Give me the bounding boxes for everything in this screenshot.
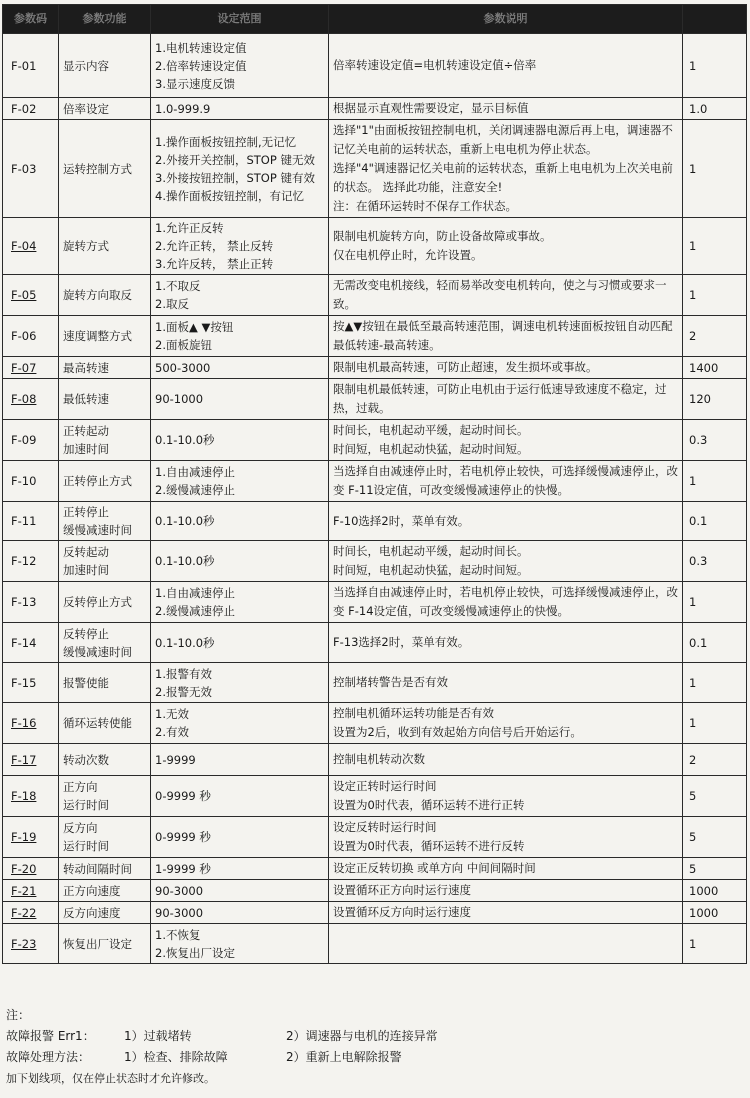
- param-code: [3, 461, 59, 502]
- param-default: 5: [683, 817, 747, 858]
- param-range: [151, 880, 329, 902]
- param-code: [3, 663, 59, 703]
- range-line: 2.取反: [155, 297, 189, 311]
- description-line: 控制电机转动次数: [333, 752, 425, 766]
- param-description: [329, 703, 683, 744]
- param-code: [3, 817, 59, 858]
- param-range: [151, 924, 329, 964]
- param-code-text: F-04: [11, 239, 37, 253]
- param-default: 5: [683, 858, 747, 880]
- param-function: [59, 880, 151, 902]
- description-line: 控制电机循环运转功能是否有效: [333, 706, 494, 720]
- param-default: 5: [683, 776, 747, 817]
- description-line: 时间长，电机起动平缓，起动时间长。: [333, 423, 529, 437]
- function-line: 旋转方式: [63, 239, 109, 253]
- alarm-item-2: 2）调速器与电机的连接异常: [286, 1029, 438, 1043]
- table-row: [3, 379, 747, 420]
- param-range: [151, 316, 329, 357]
- param-default: 1.0: [683, 98, 747, 120]
- param-range: [151, 502, 329, 541]
- param-function: [59, 218, 151, 275]
- param-code-text: F-21: [11, 883, 37, 898]
- range-line: 0-9999 秒: [155, 830, 211, 844]
- param-default: 1: [683, 461, 747, 502]
- param-code-text: F-14: [11, 635, 37, 650]
- description-line: 时间短，电机起动快猛，起动时间短。: [333, 563, 529, 577]
- description-line: 按▲▼按钮在最低至最高转速范围，调速电机转速面板按钮自动匹配最低转速-最高转速。: [333, 319, 673, 352]
- range-line: 1.电机转速设定值: [155, 40, 247, 55]
- param-range: [151, 461, 329, 502]
- handling-row: [6, 1047, 746, 1068]
- param-range: [151, 541, 329, 582]
- range-line: 0.1-10.0秒: [155, 554, 215, 568]
- param-default: 1: [683, 34, 747, 98]
- description-line: 限制电机最低转速，可防止电机由于运行低速导致速度不稳定，过热，过载。: [333, 382, 667, 415]
- table-row: [3, 817, 747, 858]
- range-line: 2.缓慢减速停止: [155, 483, 235, 497]
- table-row: [3, 34, 747, 98]
- range-line: 0-9999 秒: [155, 789, 211, 803]
- table-row: [3, 420, 747, 461]
- param-range: [151, 776, 329, 817]
- description-line: 当选择自由减速停止时，若电机停止较快，可选择缓慢减速停止，改变 F-14设定值，可改变缓慢减速停止的快慢。: [333, 585, 678, 618]
- param-description: [329, 582, 683, 623]
- range-line: 1.报警有效: [155, 666, 212, 681]
- table-row: [3, 98, 747, 120]
- param-default: 120: [683, 379, 747, 420]
- param-default: 1000: [683, 902, 747, 924]
- param-code: [3, 541, 59, 582]
- param-description: [329, 316, 683, 357]
- range-line: 1-9999 秒: [155, 861, 211, 876]
- param-description: [329, 902, 683, 924]
- range-line: 0.1-10.0秒: [155, 635, 215, 650]
- range-line: 1.0-999.9: [155, 101, 211, 116]
- function-line: 反转停止方式: [63, 595, 132, 609]
- function-line: 运转控制方式: [63, 161, 132, 176]
- function-line: 运行时间: [63, 839, 109, 853]
- range-line: 4.操作面板按钮控制，有记忆: [155, 188, 304, 203]
- param-default: 1400: [683, 357, 747, 379]
- param-code: [3, 379, 59, 420]
- param-default: 0.1: [683, 623, 747, 663]
- description-line: 设置为0时代表，循环运转不进行正转: [333, 798, 525, 812]
- param-default: 1: [683, 120, 747, 218]
- param-default: 1: [683, 663, 747, 703]
- function-line: 反转起动: [63, 545, 109, 559]
- description-line: 限制电机旋转方向，防止设备故障或事故。: [333, 229, 552, 243]
- function-line: 显示内容: [63, 58, 109, 73]
- range-line: 2.面板旋钮: [155, 338, 212, 352]
- range-line: 500-3000: [155, 360, 211, 375]
- header-function: 参数功能: [59, 5, 151, 34]
- table-row: [3, 858, 747, 880]
- range-line: 1.面板▲ ▼按钮: [155, 320, 234, 334]
- function-line: 转动次数: [63, 752, 109, 767]
- param-code: [3, 924, 59, 964]
- param-code-text: F-12: [11, 554, 37, 568]
- handling-item-1: 1）检查、排除故障: [124, 1050, 228, 1064]
- param-range: [151, 420, 329, 461]
- param-code: [3, 34, 59, 98]
- function-line: 倍率设定: [63, 101, 109, 116]
- function-line: 反方向: [63, 821, 98, 835]
- description-line: 倍率转速设定值=电机转速设定值÷倍率: [333, 58, 537, 72]
- description-line: 设定反转时运行时间: [333, 820, 437, 834]
- range-line: 0.1-10.0秒: [155, 433, 215, 447]
- function-line: 正转起动: [63, 424, 109, 438]
- header-code: 参数码: [3, 5, 59, 34]
- table-row: [3, 663, 747, 703]
- param-description: [329, 502, 683, 541]
- param-code-text: F-11: [11, 514, 37, 528]
- param-description: [329, 379, 683, 420]
- table-row: [3, 924, 747, 964]
- param-default: 2: [683, 744, 747, 776]
- param-code: [3, 858, 59, 880]
- description-line: 设置循环正方向时运行速度: [333, 883, 471, 897]
- param-description: [329, 275, 683, 316]
- description-line: 注：在循环运转时不保存工作状态。: [333, 199, 517, 213]
- parameter-table: [2, 4, 747, 964]
- param-function: [59, 34, 151, 98]
- param-function: [59, 902, 151, 924]
- param-code: [3, 744, 59, 776]
- param-default: 1: [683, 924, 747, 964]
- table-row: [3, 744, 747, 776]
- param-description: [329, 420, 683, 461]
- param-description: [329, 858, 683, 880]
- handling-label: 故障处理方法：: [6, 1050, 91, 1064]
- table-row: [3, 880, 747, 902]
- table-row: [3, 502, 747, 541]
- function-line: 缓慢减速时间: [63, 523, 132, 537]
- param-description: [329, 924, 683, 964]
- param-range: [151, 858, 329, 880]
- description-line: 根据显示直观性需要设定，显示目标值: [333, 101, 529, 115]
- range-line: 3.外接按钮控制，STOP 键有效: [155, 170, 315, 185]
- param-range: [151, 275, 329, 316]
- param-range: [151, 902, 329, 924]
- function-line: 缓慢减速时间: [63, 644, 132, 659]
- param-function: [59, 275, 151, 316]
- table-row: [3, 461, 747, 502]
- table-row: [3, 120, 747, 218]
- param-code-text: F-13: [11, 595, 37, 609]
- description-line: 限制电机最高转速，可防止超速，发生损坏或事故。: [333, 360, 598, 374]
- param-function: [59, 120, 151, 218]
- param-function: [59, 663, 151, 703]
- param-range: [151, 703, 329, 744]
- function-line: 速度调整方式: [63, 329, 132, 343]
- param-description: [329, 663, 683, 703]
- description-line: 控制堵转警告是否有效: [333, 675, 448, 689]
- param-description: [329, 120, 683, 218]
- param-range: [151, 34, 329, 98]
- function-line: 反转停止: [63, 626, 109, 641]
- param-function: [59, 703, 151, 744]
- param-description: [329, 357, 683, 379]
- param-code-text: F-23: [11, 936, 37, 951]
- param-range: [151, 218, 329, 275]
- param-default: 1: [683, 275, 747, 316]
- param-code: [3, 623, 59, 663]
- table-row: [3, 316, 747, 357]
- range-line: 1.操作面板按钮控制,无记忆: [155, 134, 297, 149]
- param-code-text: F-03: [11, 161, 37, 176]
- range-line: 0.1-10.0秒: [155, 514, 215, 528]
- range-line: 1.允许正反转: [155, 221, 224, 235]
- table-header-row: [3, 5, 747, 34]
- param-function: [59, 924, 151, 964]
- param-function: [59, 502, 151, 541]
- param-description: [329, 880, 683, 902]
- description-line: 仅在电机停止时，允许设置。: [333, 248, 483, 262]
- param-code-text: F-01: [11, 58, 37, 73]
- table-row: [3, 218, 747, 275]
- range-line: 1-9999: [155, 752, 196, 767]
- param-range: [151, 582, 329, 623]
- description-line: 选择"1"由面板按钮控制电机，关闭调速器电源后再上电，调速器不记忆关电前的运转状态，重新上电电机为停止状态。: [333, 123, 673, 156]
- table-row: [3, 357, 747, 379]
- param-code-text: F-22: [11, 905, 37, 920]
- param-description: [329, 744, 683, 776]
- param-range: [151, 663, 329, 703]
- function-line: 正方向速度: [63, 883, 121, 898]
- range-line: 3.显示速度反馈: [155, 76, 235, 91]
- param-code-text: F-18: [11, 789, 37, 803]
- description-line: 选择"4"调速器记忆关电前的运转状态，重新上电电机为上次关电前的状态。 选择此功能，注意安全!: [333, 161, 673, 194]
- param-default: 1: [683, 218, 747, 275]
- function-line: 最低转速: [63, 392, 109, 406]
- function-line: 最高转速: [63, 360, 109, 375]
- param-description: [329, 34, 683, 98]
- param-code: [3, 502, 59, 541]
- range-line: 3.允许反转， 禁止正转: [155, 257, 274, 271]
- param-description: [329, 461, 683, 502]
- alarm-item-1: 1）过载堵转: [124, 1029, 192, 1043]
- param-range: [151, 379, 329, 420]
- notes-title: 注：: [6, 1008, 31, 1022]
- param-range: [151, 817, 329, 858]
- function-line: 正转停止: [63, 505, 109, 519]
- function-line: 正转停止方式: [63, 474, 132, 488]
- description-line: 无需改变电机接线，轻而易举改变电机转向，使之与习惯或要求一致。: [333, 278, 667, 311]
- header-description: 参数说明: [329, 5, 683, 34]
- range-line: 1.自由减速停止: [155, 586, 235, 600]
- param-code-text: F-17: [11, 752, 37, 767]
- range-line: 2.报警无效: [155, 684, 212, 699]
- param-description: [329, 541, 683, 582]
- param-code: [3, 902, 59, 924]
- table-row: [3, 776, 747, 817]
- param-default: 2: [683, 316, 747, 357]
- description-line: 时间短，电机起动快猛，起动时间短。: [333, 442, 529, 456]
- param-code-text: F-02: [11, 101, 37, 116]
- range-line: 2.缓慢减速停止: [155, 604, 235, 618]
- range-line: 2.恢复出厂设定: [155, 945, 235, 960]
- description-line: F-13选择2时，菜单有效。: [333, 635, 470, 649]
- param-code-text: F-16: [11, 716, 37, 730]
- function-line: 运行时间: [63, 798, 109, 812]
- param-function: [59, 858, 151, 880]
- range-line: 1.无效: [155, 707, 189, 721]
- param-description: [329, 98, 683, 120]
- param-default: 0.1: [683, 502, 747, 541]
- param-function: [59, 98, 151, 120]
- range-line: 2.允许正转， 禁止反转: [155, 239, 274, 253]
- range-line: 2.有效: [155, 725, 189, 739]
- param-function: [59, 744, 151, 776]
- param-function: [59, 379, 151, 420]
- range-line: 1.不恢复: [155, 927, 201, 942]
- description-line: 时间长，电机起动平缓，起动时间长。: [333, 544, 529, 558]
- function-line: 反方向速度: [63, 905, 121, 920]
- range-line: 2.倍率转速设定值: [155, 58, 247, 73]
- param-default: 1000: [683, 880, 747, 902]
- param-default: 1: [683, 582, 747, 623]
- param-code: [3, 357, 59, 379]
- param-code-text: F-09: [11, 433, 37, 447]
- table-row: [3, 582, 747, 623]
- handling-item-2: 2）重新上电解除报警: [286, 1050, 402, 1064]
- function-line: 加速时间: [63, 563, 109, 577]
- notes-footer: 加下划线项，仅在停止状态时才允许修改。: [6, 1072, 215, 1085]
- description-line: 设置为2后，收到有效起始方向信号后开始运行。: [333, 725, 582, 739]
- table-row: [3, 623, 747, 663]
- function-line: 报警使能: [63, 675, 109, 690]
- param-code-text: F-07: [11, 360, 37, 375]
- table-row: [3, 541, 747, 582]
- param-description: [329, 817, 683, 858]
- table-body: [3, 34, 747, 964]
- param-code: [3, 582, 59, 623]
- table-row: [3, 275, 747, 316]
- function-line: 加速时间: [63, 442, 109, 456]
- param-code: [3, 98, 59, 120]
- header-default: [683, 5, 747, 34]
- notes-section: [6, 1005, 746, 1089]
- param-code-text: F-20: [11, 861, 37, 876]
- param-code: [3, 703, 59, 744]
- param-code-text: F-08: [11, 392, 37, 406]
- description-line: 设定正反转切换 或单方向 中间间隔时间: [333, 861, 536, 875]
- function-line: 旋转方向取反: [63, 288, 132, 302]
- param-function: [59, 461, 151, 502]
- param-code-text: F-15: [11, 675, 37, 690]
- param-range: [151, 120, 329, 218]
- param-range: [151, 98, 329, 120]
- param-function: [59, 623, 151, 663]
- function-line: 恢复出厂设定: [63, 936, 132, 951]
- param-function: [59, 420, 151, 461]
- description-line: 设置为0时代表，循环运转不进行反转: [333, 839, 525, 853]
- param-code: [3, 776, 59, 817]
- table-row: [3, 902, 747, 924]
- table-row: [3, 703, 747, 744]
- param-code-text: F-05: [11, 288, 37, 302]
- param-function: [59, 776, 151, 817]
- range-line: 1.不取反: [155, 279, 201, 293]
- description-line: F-10选择2时，菜单有效。: [333, 513, 470, 528]
- param-function: [59, 582, 151, 623]
- param-description: [329, 218, 683, 275]
- param-code: [3, 120, 59, 218]
- param-range: [151, 357, 329, 379]
- param-code: [3, 218, 59, 275]
- param-code-text: F-19: [11, 830, 37, 844]
- param-function: [59, 316, 151, 357]
- param-function: [59, 541, 151, 582]
- param-default: 0.3: [683, 420, 747, 461]
- range-line: 1.自由减速停止: [155, 465, 235, 479]
- param-description: [329, 776, 683, 817]
- param-function: [59, 817, 151, 858]
- param-code: [3, 316, 59, 357]
- param-code-text: F-10: [11, 474, 37, 488]
- param-default: 0.3: [683, 541, 747, 582]
- param-code: [3, 880, 59, 902]
- alarm-row: [6, 1026, 746, 1047]
- function-line: 正方向: [63, 780, 98, 794]
- range-line: 90-3000: [155, 883, 204, 898]
- alarm-label: 故障报警 Err1：: [6, 1029, 95, 1043]
- description-line: 当选择自由减速停止时，若电机停止较快，可选择缓慢减速停止，改变 F-11设定值，可改变缓慢减速停止的快慢。: [333, 464, 678, 497]
- range-line: 90-3000: [155, 905, 204, 920]
- range-line: 90-1000: [155, 392, 204, 406]
- param-code: [3, 275, 59, 316]
- param-function: [59, 357, 151, 379]
- function-line: 转动间隔时间: [63, 861, 132, 876]
- parameter-sheet: [2, 4, 746, 964]
- param-default: 1: [683, 703, 747, 744]
- range-line: 2.外接开关控制，STOP 键无效: [155, 152, 315, 167]
- param-description: [329, 623, 683, 663]
- function-line: 循环运转使能: [63, 716, 132, 730]
- param-range: [151, 623, 329, 663]
- param-range: [151, 744, 329, 776]
- description-line: 设置循环反方向时运行速度: [333, 905, 471, 919]
- description-line: 设定正转时运行时间: [333, 779, 437, 793]
- param-code-text: F-06: [11, 329, 37, 343]
- param-code: [3, 420, 59, 461]
- header-range: 设定范围: [151, 5, 329, 34]
